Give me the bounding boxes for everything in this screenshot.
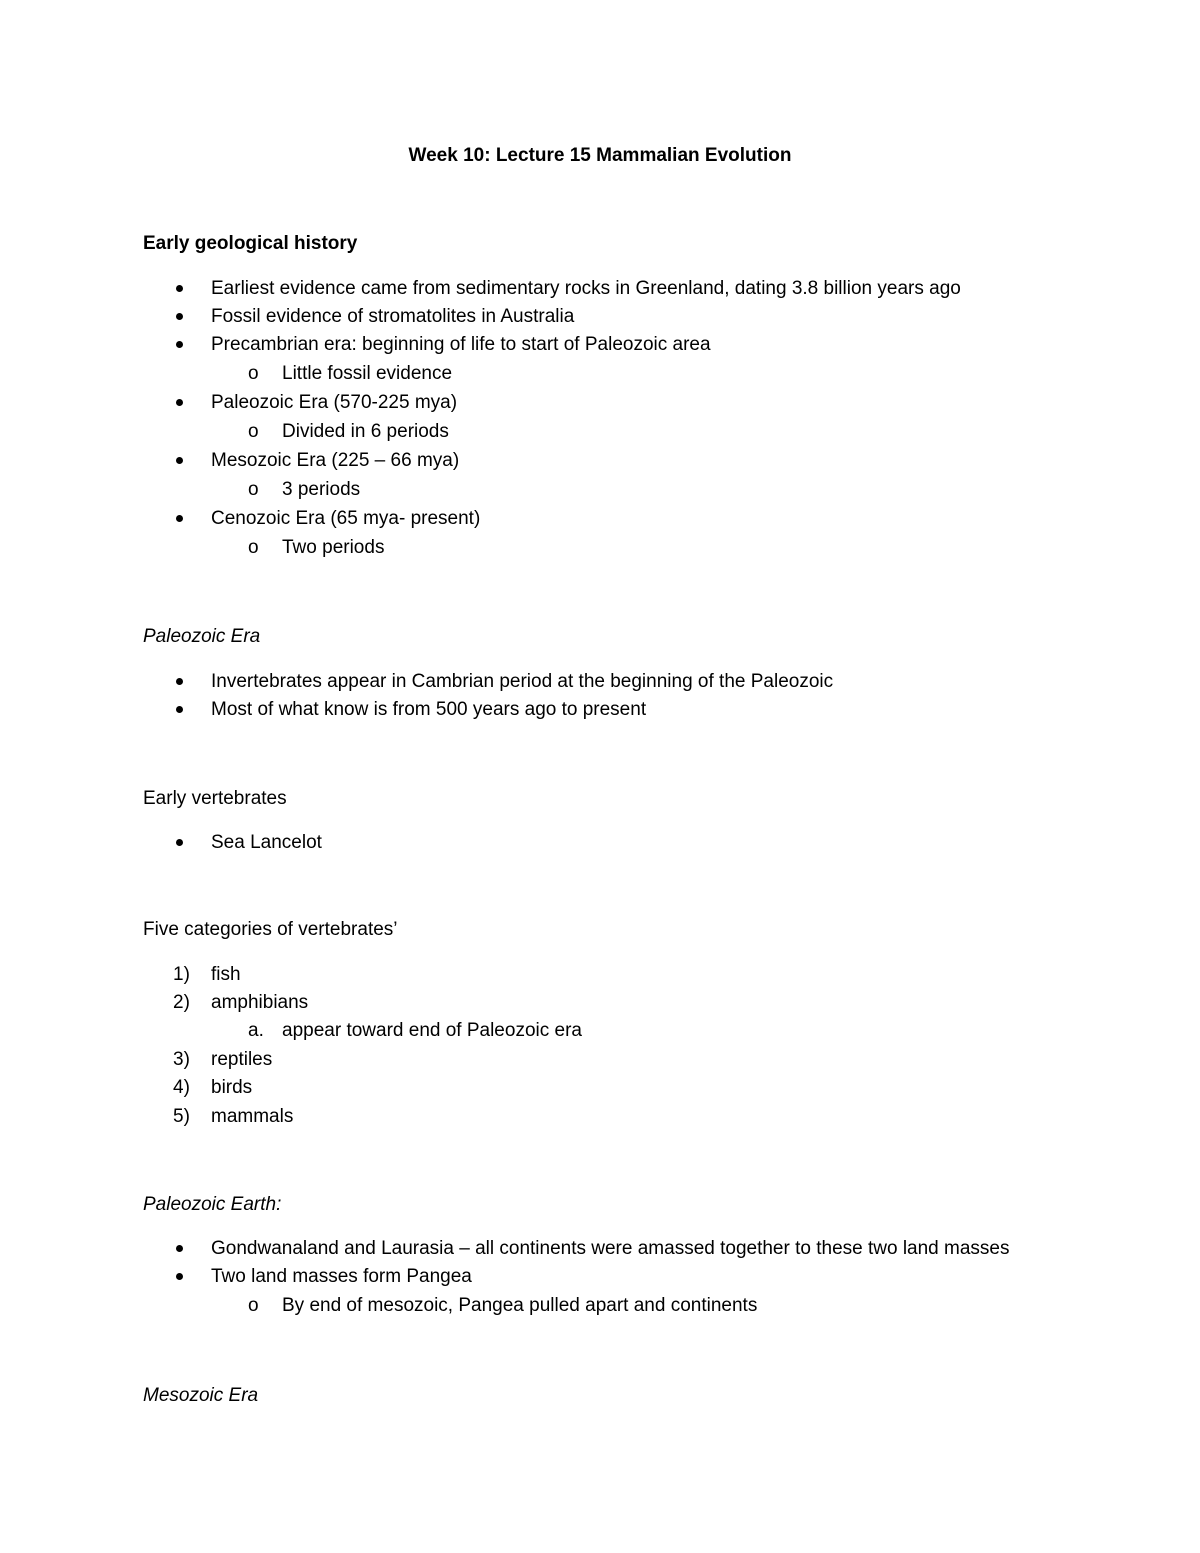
list-number: 1) [173,964,190,985]
sub-bullet-marker: o [248,479,259,500]
section-heading: Mesozoic Era [143,1385,259,1406]
sub-bullet-marker: o [248,537,259,558]
sub-list-item: Two periods [282,537,385,558]
bullet-icon [176,1273,183,1280]
bullet-icon [176,706,183,713]
section-heading: Five categories of vertebrates’ [143,919,398,940]
sub-list-item: 3 periods [282,479,361,500]
list-item: mammals [211,1106,294,1127]
bullet-icon [176,341,183,348]
section-heading: Paleozoic Earth: [143,1194,282,1215]
list-item: Paleozoic Era (570-225 mya) [211,392,458,413]
bullet-icon [176,678,183,685]
list-number: 5) [173,1106,190,1127]
list-item: fish [211,964,241,985]
list-item: Earliest evidence came from sedimentary rocks in Greenland, dating 3.8 billion years ago [211,278,961,299]
list-item: amphibians [211,992,309,1013]
list-item: Mesozoic Era (225 – 66 mya) [211,450,460,471]
page-title: Week 10: Lecture 15 Mammalian Evolution [408,145,792,166]
bullet-icon [176,515,183,522]
list-item: Gondwanaland and Laurasia – all continents were amassed together to these two land masses [211,1238,1010,1259]
bullet-icon [176,399,183,406]
list-item: reptiles [211,1049,273,1070]
sub-list-item: appear toward end of Paleozoic era [282,1020,582,1041]
bullet-icon [176,313,183,320]
bullet-icon [176,285,183,292]
sub-bullet-marker: o [248,1295,259,1316]
list-number: 3) [173,1049,190,1070]
bullet-icon [176,457,183,464]
list-item: Cenozoic Era (65 mya- present) [211,508,481,529]
sub-list-item: By end of mesozoic, Pangea pulled apart and continents [282,1295,758,1316]
sub-list-letter: a. [248,1020,264,1041]
list-item: Two land masses form Pangea [211,1266,472,1287]
bullet-icon [176,839,183,846]
sub-bullet-marker: o [248,421,259,442]
list-number: 4) [173,1077,190,1098]
list-item: Fossil evidence of stromatolites in Australia [211,306,575,327]
sub-bullet-marker: o [248,363,259,384]
section-heading: Paleozoic Era [143,626,261,647]
list-item: Precambrian era: beginning of life to start of Paleozoic area [211,334,711,355]
section-heading: Early vertebrates [143,788,287,809]
list-number: 2) [173,992,190,1013]
list-item: Most of what know is from 500 years ago to present [211,699,647,720]
list-item: birds [211,1077,253,1098]
list-item: Sea Lancelot [211,832,322,853]
list-item: Invertebrates appear in Cambrian period at the beginning of the Paleozoic [211,671,834,692]
sub-list-item: Little fossil evidence [282,363,453,384]
bullet-icon [176,1245,183,1252]
section-heading: Early geological history [143,233,358,254]
sub-list-item: Divided in 6 periods [282,421,449,442]
